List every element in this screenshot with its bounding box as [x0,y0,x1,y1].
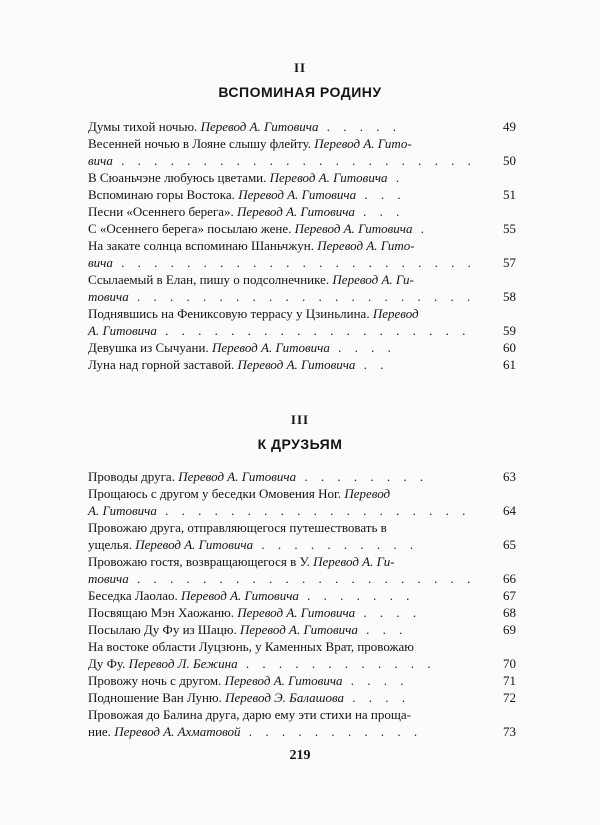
leader-dots: . . . . . . . . . . . . . . . . . . . . . . [112,153,476,168]
entry-page-number: 60 [503,340,516,355]
leader-dots: . . . . . . . . [296,469,429,484]
section-3-numeral: III [290,412,310,427]
entry-translator: Перевод А. Ахматовой [114,724,241,739]
toc-entry [88,519,516,553]
entry-title: Посвящаю Мэн Хаожаню. [88,605,238,620]
toc-entry [88,638,516,672]
leader-dots: . . . . . . . . . . [253,537,419,552]
entry-page-number: 65 [503,537,516,552]
entry-title: Девушка из Сычуани. [88,340,212,355]
toc-entry [88,468,516,485]
toc-entry [88,118,516,135]
entry-title: Провожая до Балина друга, дарю ему эти стихи на проща- [88,707,411,722]
leader-dots: . . . . . . . . . . . . . . . . . . . . . . [112,255,476,270]
entry-translator: А. Гитовича [88,323,157,338]
toc-entry [88,305,516,339]
entry-translator: вича [88,153,113,168]
toc-entry-line [88,305,484,322]
leader-dots: . . . . . . . . . . . [240,724,423,739]
entry-page-number: 67 [503,588,516,603]
entry-page-number: 68 [503,605,516,620]
toc-entry-line [88,152,484,169]
toc-entry-line [88,723,484,740]
leader-dots: . . [355,357,389,372]
entry-title: Провожаю друга, отправляющегося путешествовать в [88,520,387,535]
toc-entry-line [88,502,484,519]
entry-translator: Перевод А. Гитовича [237,204,355,219]
leader-dots: . . . . . . . [298,588,415,603]
leader-dots: . [387,170,405,185]
entry-translator: Перевод [372,306,419,321]
toc-entry [88,604,516,621]
entry-title: Провожу ночь с другом. [88,673,225,688]
toc-entry [88,689,516,706]
entry-page-number: 66 [503,571,516,586]
entry-title: С «Осеннего берега» посылаю жене. [88,221,295,236]
leader-dots: . . . [354,204,405,219]
entry-page-number: 61 [503,357,516,372]
entry-translator: Перевод [344,486,391,501]
toc-entry-line [88,604,484,621]
leader-dots: . [412,221,429,236]
leader-dots: . . . . . . . . . . . . . . . . . . . [156,323,471,338]
toc-entry [88,203,516,220]
toc-entry [88,271,516,305]
toc-entry-line [88,638,484,655]
toc-entry [88,553,516,587]
entry-page-number: 55 [503,221,516,236]
entry-title: Луна над горной заставой. [88,357,238,372]
entry-translator: Перевод А. Гитовича [135,537,254,552]
entry-translator: Перевод А. Гитовича [181,588,299,603]
leader-dots: . . . . . [318,119,401,134]
entry-translator: А. Гитовича [88,503,157,518]
leader-dots: . . . . [329,340,396,355]
toc-entry-line [88,356,484,373]
toc-entry-line [88,468,484,485]
toc-entry [88,621,516,638]
toc-entry-line [88,553,484,570]
page-number: 219 [289,748,311,763]
toc-entry [88,169,516,186]
entry-title: ущелья. [88,537,136,552]
toc-entry-line [88,655,484,672]
entry-title: Ссылаемый в Елан, пишу о подсолнечнике. [88,272,333,287]
section-2-numeral: II [293,60,307,75]
entry-title: На востоке области Луцзюнь, у Каменных Врат, провожаю [88,639,414,654]
toc-entry-line [88,254,484,271]
toc-entry-line [88,689,484,706]
entry-title: Прощаюсь с другом у беседки Омовения Ног. [88,486,345,501]
section-3-contents [88,468,516,740]
toc-entry-line [88,672,484,689]
entry-page-number: 70 [503,656,516,671]
entry-title: Проводы друга. [88,469,179,484]
entry-translator: Перевод А. Гитовича [178,469,297,484]
entry-title: Беседка Лаолао. [88,588,182,603]
leader-dots: . . . [357,622,408,637]
toc-entry-line [88,135,484,152]
toc-entry-line [88,118,484,135]
entry-page-number: 50 [503,153,516,168]
entry-title: Провожаю гостя, возвращающегося в У. [88,554,314,569]
toc-entry-line [88,186,484,203]
entry-translator: Перевод А. Гито- [314,136,412,151]
toc-entry [88,135,516,169]
entry-page-number: 58 [503,289,516,304]
toc-entry [88,220,516,237]
entry-title: Поднявшись на Фениксовую террасу у Цзиньлина. [88,306,373,321]
section-2-contents [88,118,516,373]
entry-title: На закате солнца вспоминаю Шаньчжун. [88,238,318,253]
toc-entry [88,339,516,356]
entry-translator: Перевод А. Гитовича [294,221,413,236]
entry-title: Песни «Осеннего берега». [88,204,238,219]
entry-translator: Перевод А. Ги- [313,554,395,569]
entry-translator: вича [88,255,113,270]
entry-page-number: 73 [503,724,516,739]
leader-dots: . . . . . . . . . . . . . . . . . . . [156,503,471,518]
toc-entry-line [88,587,484,604]
toc-entry-line [88,169,484,186]
toc-entry-line [88,519,484,536]
toc-entry [88,706,516,740]
entry-title: Думы тихой ночью. [88,119,201,134]
entry-translator: Перевод А. Гитовича [237,357,356,372]
entry-title: В Сюаньчэне любуюсь цветами. [88,170,270,185]
entry-translator: Перевод А. Гитовича [237,605,356,620]
entry-title: ние. [88,724,115,739]
entry-translator: Перевод Л. Бежина [128,656,238,671]
section-2-heading [0,60,600,100]
leader-dots: . . . . . . . . . . . . . . . . . . . . . [128,289,476,304]
toc-entry-line [88,237,484,254]
entry-page-number: 71 [503,673,516,688]
entry-translator: Перевод А. Гитовича [239,622,358,637]
section-3-heading [0,412,600,452]
leader-dots: . . . . [342,673,409,688]
entry-translator: Перевод А. Гитовича [211,340,330,355]
leader-dots: . . . . [355,605,422,620]
entry-page-number: 63 [503,469,516,484]
entry-translator: Перевод А. Гитовича [224,673,343,688]
toc-entry [88,356,516,373]
entry-translator: товича [88,571,129,586]
leader-dots: . . . [356,187,406,202]
toc-entry-line [88,570,484,587]
entry-translator: Перевод А. Гито- [317,238,415,253]
entry-title: Весенней ночью в Лояне слышу флейту. [88,136,315,151]
toc-entry-line [88,706,484,723]
toc-entry [88,237,516,271]
section-2-title: ВСПОМИНАЯ РОДИНУ [218,84,382,100]
toc-entry-line [88,271,484,288]
toc-entry [88,587,516,604]
toc-entry-line [88,322,484,339]
entry-translator: Перевод А. Гитовича [200,119,319,134]
toc-entry-line [88,220,484,237]
toc-entry-line [88,485,484,502]
toc-entry [88,672,516,689]
entry-title: Подношение Ван Луню. [88,690,226,705]
entry-page-number: 69 [503,622,516,637]
toc-entry [88,485,516,519]
entry-translator: Перевод А. Гитовича [238,187,357,202]
leader-dots: . . . . . . . . . . . . . . . . . . . . . [128,571,476,586]
entry-page-number: 59 [503,323,516,338]
leader-dots: . . . . . . . . . . . . [237,656,436,671]
entry-title: Ду Фу. [88,656,129,671]
toc-entry-line [88,203,484,220]
toc-entry-line [88,288,484,305]
toc-entry-line [88,339,484,356]
entry-page-number: 51 [503,187,516,202]
entry-page-number: 57 [503,255,516,270]
toc-entry-line [88,621,484,638]
entry-translator: товича [88,289,129,304]
entry-translator: Перевод Э. Балашова [225,690,345,705]
entry-page-number: 49 [503,119,516,134]
leader-dots: . . . . [344,690,411,705]
entry-translator: Перевод А. Ги- [332,272,414,287]
section-3-title: К ДРУЗЬЯМ [257,436,343,452]
toc-entry-line [88,536,484,553]
entry-title: Посылаю Ду Фу из Шацю. [88,622,240,637]
entry-page-number: 72 [503,690,516,705]
toc-entry [88,186,516,203]
entry-page-number: 64 [503,503,516,518]
entry-title: Вспоминаю горы Востока. [88,187,239,202]
entry-translator: Перевод А. Гитовича [269,170,388,185]
